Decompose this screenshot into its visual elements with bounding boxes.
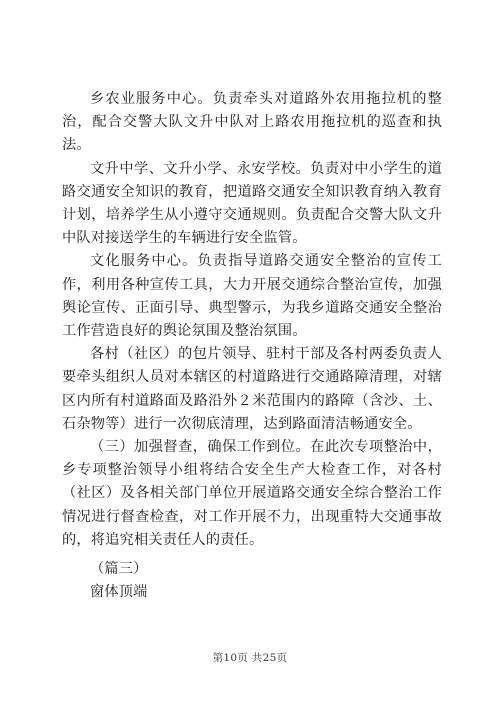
section-label: （篇三） — [90, 561, 148, 578]
paragraph-agriculture-center: 乡农业服务中心。负责牵头对道路外农用拖拉机的整治，配合交警大队文升中队对上路农用拖拉机的巡查和执法。 — [62, 91, 442, 154]
paragraph-supervision: （三）加强督查，确保工作到位。在此次专项整治中，乡专项整治领导小组将结合安全生产大检查工作，对各村（社区）及各相关部门单位开展道路交通安全综合整治工作情况进行督查检查，对工作开展不力，出现重特大交通事故的，将追究相关责任人的责任。 — [62, 439, 442, 548]
section-subheading: 窗体顶端 — [90, 584, 148, 601]
page-footer: 第10页 共25页 — [212, 652, 288, 664]
paragraph-culture-center: 文化服务中心。负责指导道路交通安全整治的宣传工作，利用各种宣传工具，大力开展交通综合整治宣传，加强舆论宣传、正面引导、典型警示，为我乡道路交通安全整治工作营造良好的舆论氛围及整治氛围。 — [62, 253, 442, 340]
paragraph-villages: 各村（社区）的包片领导、驻村干部及各村两委负责人要牵头组织人员对本辖区的村道路进行交通路障清理，对辖区内所有村道路面及路沿外２米范围内的路障（含沙、土、石杂物等）进行一次彻底清理，达到路面清洁畅通安全。 — [62, 346, 442, 432]
paragraph-schools: 文升中学、文升小学、永安学校。负责对中小学生的道路交通安全知识的教育，把道路交通安全知识教育纳入教育计划，培养学生从小遵守交通规则。负责配合交警大队文升中队对接送学生的车辆进行安全监管。 — [62, 160, 442, 247]
document-body — [62, 88, 442, 604]
